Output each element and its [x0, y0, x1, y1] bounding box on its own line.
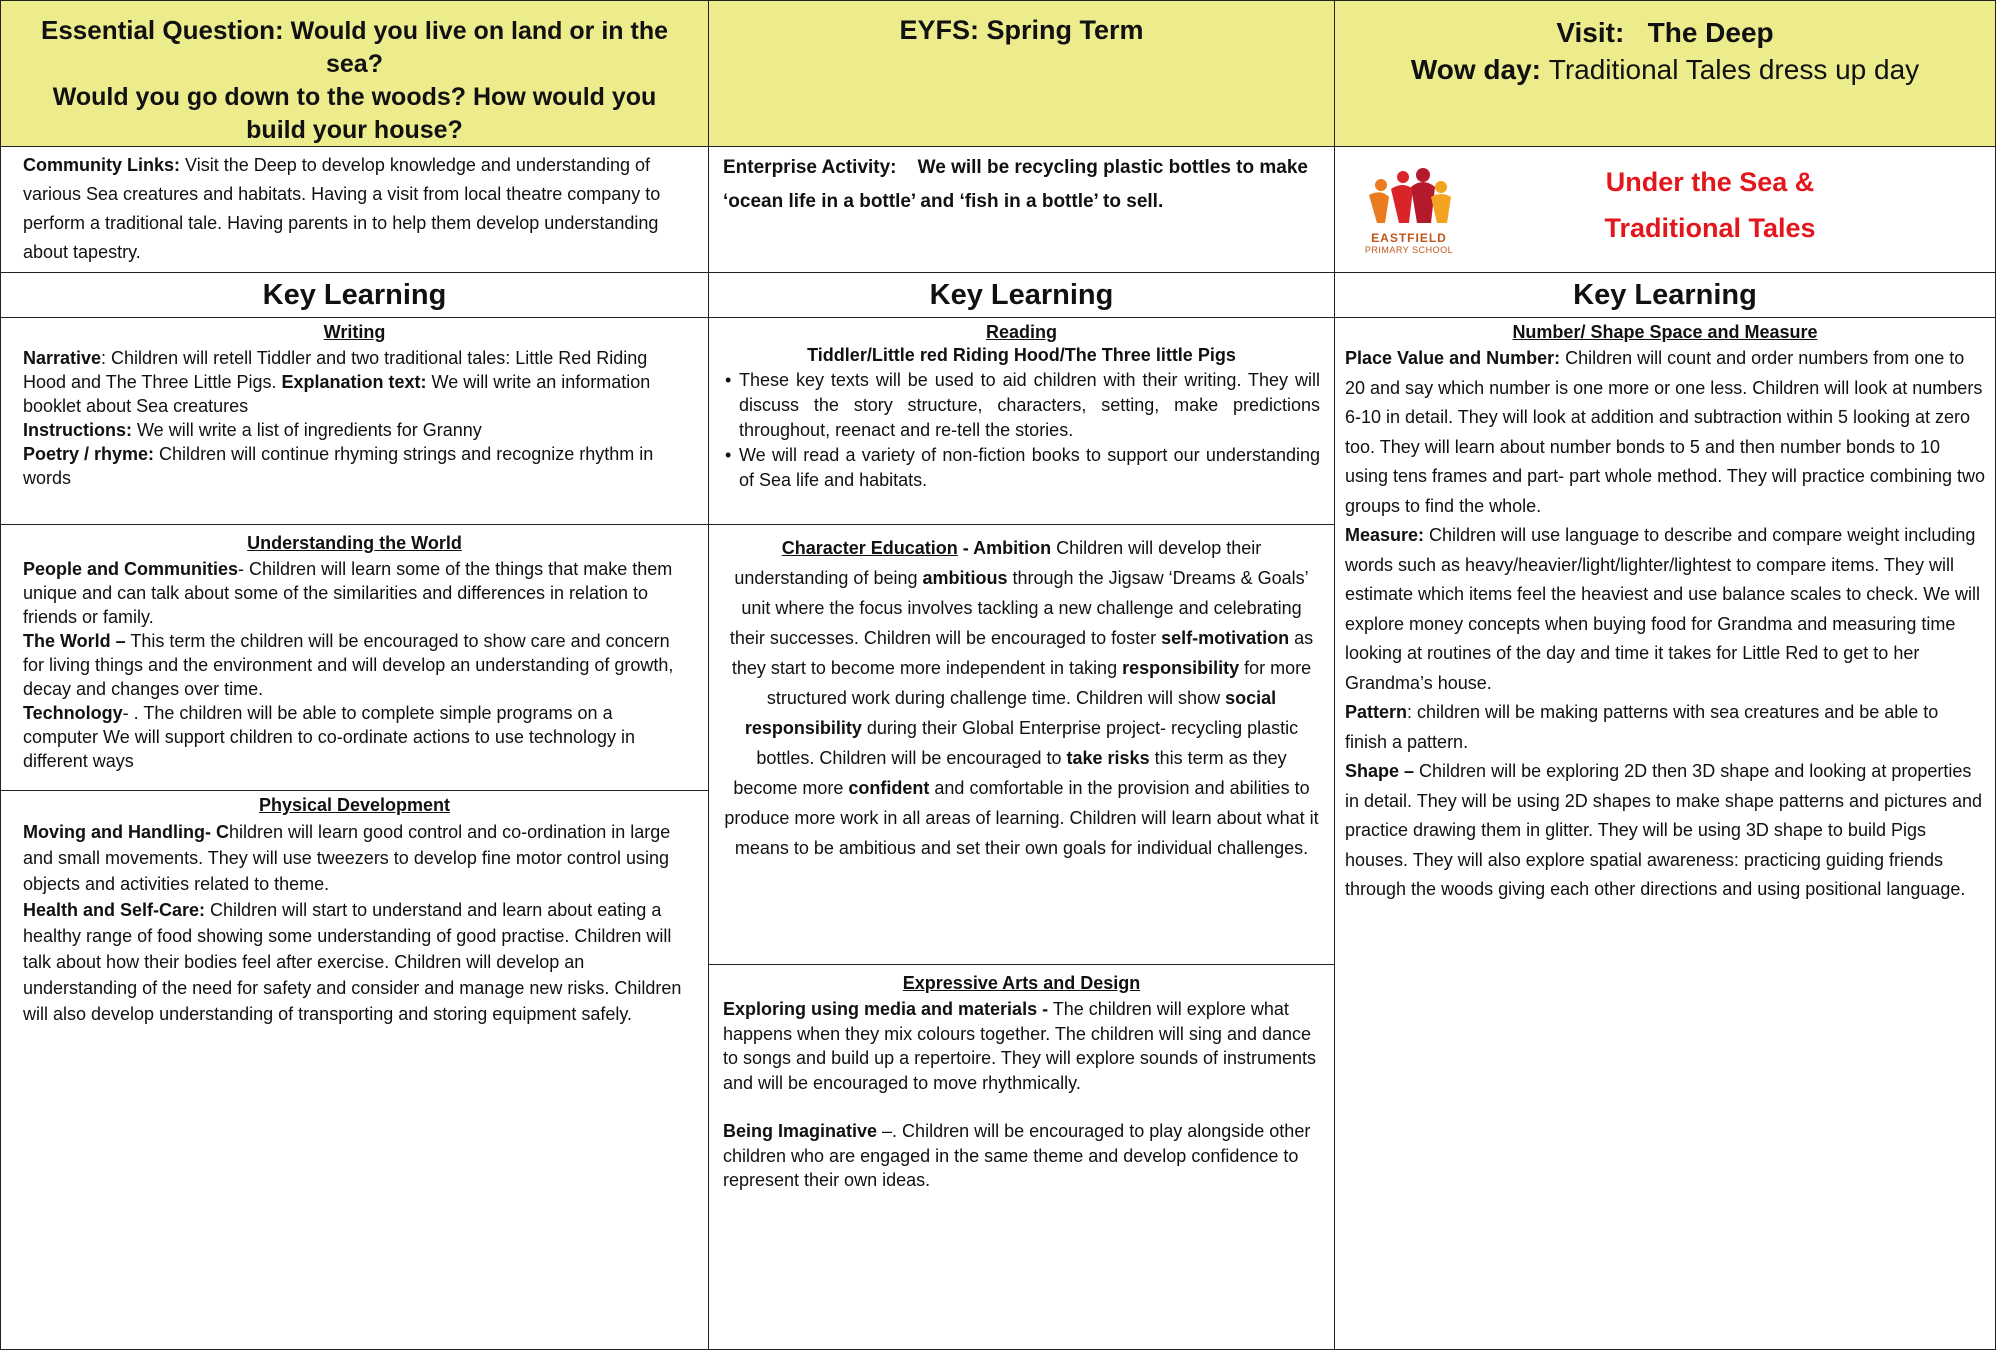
writing-cell [0, 317, 709, 525]
moving-handling-label: Moving and Handling- C [23, 822, 229, 842]
media-materials-text: The children will explore what happens when they mix colours together. The children will sing and dance to songs and build up a repertoire. They will explore sounds of instruments and will be encouraged to move rhythmically. [723, 999, 1316, 1093]
character-text-7: and comfortable in the provision and abilities to produce more work in all areas of learning. Children will learn about what it means to be ambitious and set their own goals for individual challenges. [724, 778, 1319, 858]
logo-school-name: EASTFIELD [1371, 231, 1447, 245]
character-bold-ambitious: ambitious [922, 568, 1008, 588]
technology-text: - . The children will be able to complete simple programs on a computer We will support children to co-ordinate actions to use technology in different ways [23, 703, 635, 771]
poetry-label: Poetry / rhyme: [23, 444, 155, 464]
expressive-arts-cell [708, 964, 1335, 1350]
pattern-label: Pattern [1345, 702, 1408, 722]
key-learning-middle: Key Learning [708, 272, 1335, 318]
community-links-cell [0, 146, 709, 273]
writing-title: Writing [323, 322, 386, 342]
people-communities-label: People and Communities [23, 559, 239, 579]
community-links-text: Visit the Deep to develop knowledge and understanding of various Sea creatures and habitats. Having a visit from local theatre company to perform a traditional tale. Having parents in to help them develop understanding about tapestry. [23, 155, 661, 262]
wow-day-value: Traditional Tales dress up day [1548, 54, 1920, 85]
enterprise-cell [708, 146, 1335, 273]
character-bold-responsibility: responsibility [1122, 658, 1240, 678]
character-text-5: during their Global Enterprise project- recycling plastic bottles. Children will be encouraged to [756, 718, 1299, 768]
topic-cell [1334, 146, 1996, 273]
understanding-world-title: Understanding the World [247, 533, 462, 553]
character-bold-confident: confident [848, 778, 930, 798]
reading-cell [708, 317, 1335, 525]
the-world-text: This term the children will be encouraged to show care and concern for living things and the environment and will develop an understanding of growth, decay and changes over time. [23, 631, 674, 699]
character-bold-social-responsibility: social responsibility [744, 688, 1277, 738]
character-text-3: as they start to become more independent in taking [731, 628, 1314, 678]
character-text-1: Children will develop their understanding of being [734, 538, 1262, 588]
the-world-label: The World – [23, 631, 126, 651]
place-value-text: Children will count and order numbers from one to 20 and say which number is one more or one less. Children will look at numbers 6-10 in detail. They will look at addition and subtraction within 5 looking at zero too. They will learn about number bonds to 5 and then number bonds to 10 using tens frames and part- part whole method. They will practice combining two groups to find the whole. [1345, 348, 1985, 516]
narrative-text: : Children will retell Tiddler and two traditional tales: Little Red Riding Hood and The Three Little Pigs. [23, 348, 648, 392]
moving-handling-text: hildren will learn good control and co-ordination in large and small movements. They will use tweezers to develop fine motor control using objects and activities related to theme. [23, 822, 671, 894]
essential-question-text-2: Would you go down to the woods? How would you build your house? [52, 83, 657, 144]
measure-text: Children will use language to describe and compare weight including words such as heavy/heavier/light/lighter/lightest to compare items. They will estimate which items feel the heaviest and use balance scales to check. We will explore money concepts when buying food for Grandma and measuring time looking at routines of the day and time it takes for Little Red to get to her Grandma’s house. [1345, 525, 1980, 693]
physical-development-cell [0, 790, 709, 1350]
explanation-label: Explanation text: [281, 372, 427, 392]
expressive-arts-title: Expressive Arts and Design [902, 973, 1141, 993]
media-materials-label: Exploring using media and materials - [723, 999, 1049, 1019]
technology-label: Technology [23, 703, 123, 723]
maths-cell [1334, 317, 1996, 1350]
essential-question-cell [0, 0, 709, 147]
place-value-label: Place Value and Number: [1345, 348, 1561, 368]
instructions-label: Instructions: [23, 420, 133, 440]
ambition-label: Ambition [973, 538, 1052, 558]
enterprise-label: Enterprise Activity: [723, 157, 897, 178]
being-imaginative-label: Being Imaginative [723, 1121, 878, 1141]
understanding-world-cell [0, 524, 709, 791]
instructions-text: We will write a list of ingredients for Granny [132, 420, 482, 440]
shape-text: Children will be exploring 2D then 3D shape and looking at properties in detail. They will be using 2D shapes to make shape patterns and pictures and practice drawing them in glitter. They will be using 3D shape to build Pigs houses. They will also explore spatial awareness: practicing guiding friends through the woods giving each other directions and using positional language. [1345, 761, 1983, 899]
physical-development-title: Physical Development [258, 795, 451, 815]
term-title: EYFS: Spring Term [899, 15, 1144, 45]
narrative-label: Narrative [23, 348, 102, 368]
reading-bullets [723, 368, 1320, 493]
enterprise-text: We will be recycling plastic bottles to make ‘ocean life in a bottle’ and ‘fish in a bottle’ to sell. [723, 157, 1308, 212]
being-imaginative-text: –. Children will be encouraged to play alongside other children who are engaged in the same theme and develop confidence to represent their own ideas. [723, 1121, 1311, 1190]
character-bold-take-risks: take risks [1066, 748, 1150, 768]
visit-label: Visit: [1556, 17, 1625, 48]
health-selfcare-text: Children will start to understand and learn about eating a healthy range of food showing some understanding of good practise. Children will talk about how their bodies feel after exercise. Children will develop an understanding of the need for safety and consider and manage new risks. Children will also develop understanding of transporting and storing equipment safely. [23, 900, 682, 1024]
wow-day-label: Wow day: [1410, 54, 1541, 85]
essential-question-text-1: Would you live on land or in the sea? [290, 17, 668, 78]
character-dash: - [957, 538, 974, 558]
reading-bullet: • These key texts will be used to aid children with their writing. They will discuss the story structure, characters, setting, make predictions throughout, reenact and re-tell the stories. [739, 368, 1320, 443]
pattern-text: : children will be making patterns with sea creatures and be able to finish a pattern. [1345, 702, 1939, 752]
reading-subtitle: Tiddler/Little red Riding Hood/The Three little Pigs [807, 345, 1236, 365]
visit-cell [1334, 0, 1996, 147]
character-bold-self-motivation: self-motivation [1161, 628, 1290, 648]
essential-question-label: Essential Question: [40, 15, 284, 45]
reading-title: Reading [985, 322, 1057, 342]
reading-bullet: • We will read a variety of non-fiction books to support our understanding of Sea life and habitats. [739, 443, 1320, 493]
character-text-4: for more structured work during challenge time. Children will show [766, 658, 1312, 708]
character-text-6: this term as they become more [733, 748, 1287, 798]
key-learning-right: Key Learning [1334, 272, 1996, 318]
topic-title-2: Traditional Tales [1604, 213, 1816, 243]
visit-value: The Deep [1647, 17, 1774, 48]
community-links-label: Community Links: [23, 155, 181, 175]
health-selfcare-label: Health and Self-Care: [23, 900, 206, 920]
school-logo [1359, 167, 1459, 257]
character-text-2: through the Jigsaw ‘Dreams & Goals’ unit where the focus involves tackling a new challenge and celebrating their successes. Children will be encouraged to foster [729, 568, 1309, 648]
shape-label: Shape – [1345, 761, 1415, 781]
term-cell [708, 0, 1335, 147]
character-education-title: Character Education [781, 538, 958, 558]
explanation-text: We will write an information booklet about Sea creatures [23, 372, 651, 416]
topic-title-1: Under the Sea & [1605, 167, 1815, 197]
maths-title: Number/ Shape Space and Measure [1512, 322, 1818, 342]
logo-school-sub: PRIMARY SCHOOL [1364, 245, 1454, 255]
people-communities-text: - Children will learn some of the things that make them unique and can talk about some of the similarities and differences in relation to friends or family. [23, 559, 673, 627]
character-education-cell [708, 524, 1335, 965]
measure-label: Measure: [1345, 525, 1425, 545]
people-logo-icon [1359, 167, 1459, 227]
poetry-text: Children will continue rhyming strings and recognize rhythm in words [23, 444, 654, 488]
key-learning-left: Key Learning [0, 272, 709, 318]
